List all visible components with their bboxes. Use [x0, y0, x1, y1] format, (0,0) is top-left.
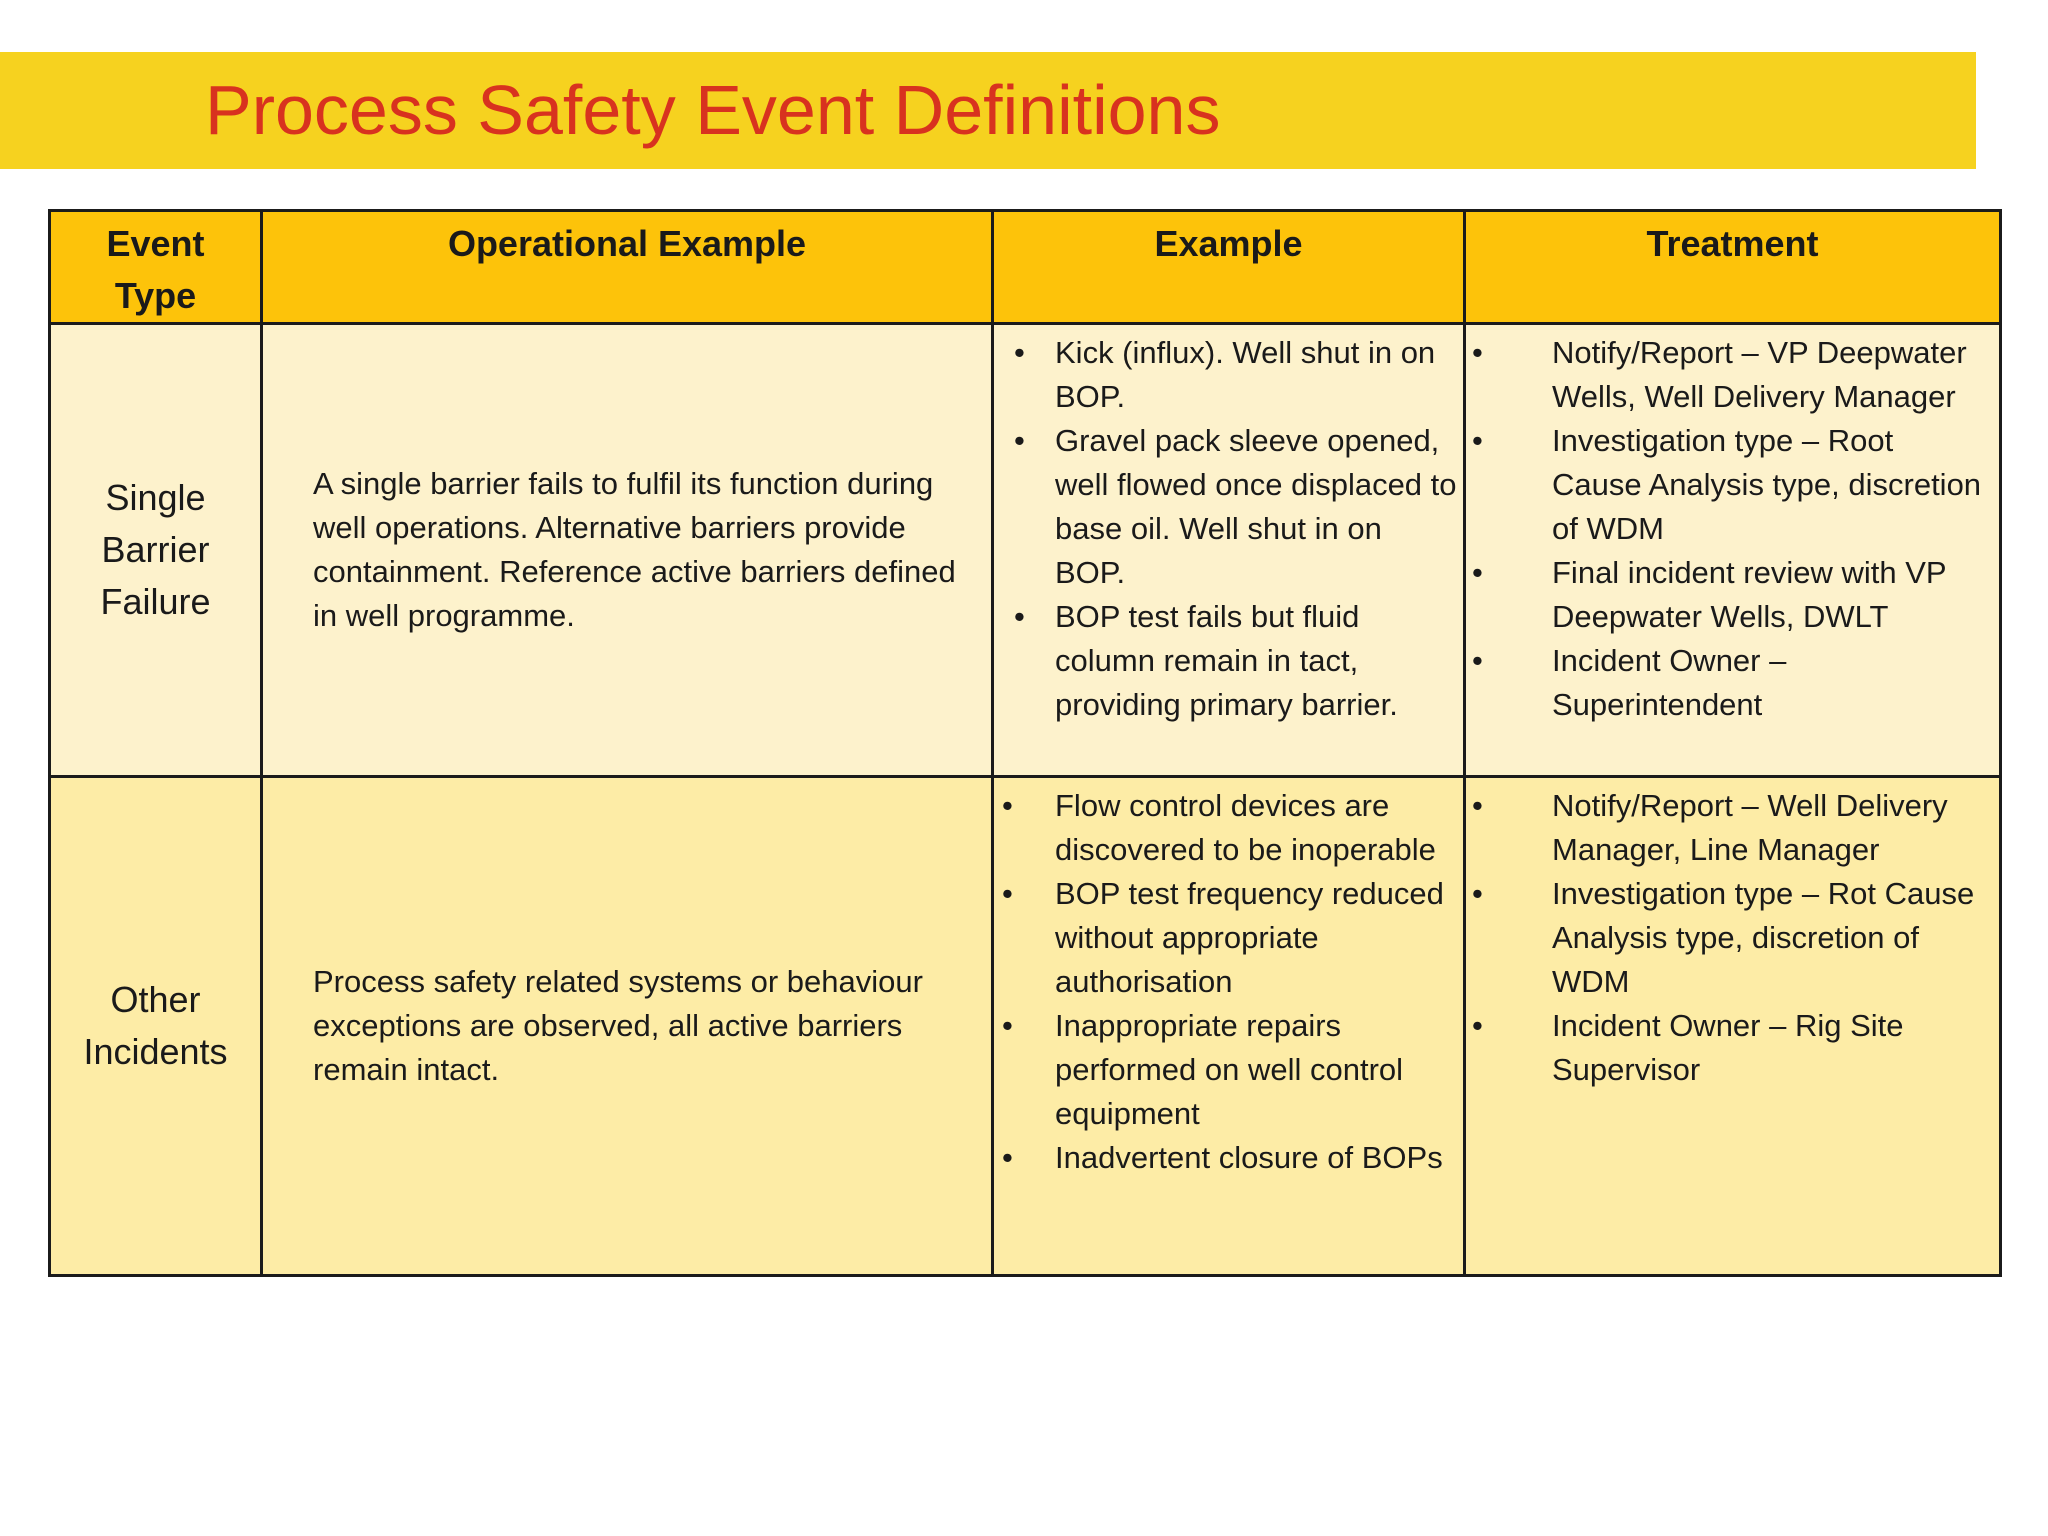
treatment-item	[1466, 872, 1999, 1004]
header-event-type-line: Type	[114, 275, 197, 316]
event-type-cell	[50, 324, 262, 777]
treatment-text: Final incident review with VP Deepwater Wells, DWLT	[1552, 555, 1946, 634]
table-header-row	[50, 211, 2001, 324]
table-row	[50, 324, 2001, 777]
example-item	[994, 1004, 1463, 1136]
bullet: •	[1002, 1008, 1013, 1043]
bullet: •	[1002, 788, 1013, 823]
header-event-type	[50, 211, 262, 324]
table-row	[50, 777, 2001, 1276]
treatment-cell	[1465, 324, 2001, 777]
operational-example-cell: Process safety related systems or behaviour exceptions are observed, all active barriers remain intact.	[262, 777, 993, 1276]
treatment-item	[1466, 551, 1999, 639]
event-type-line: Failure	[100, 581, 211, 622]
example-cell	[993, 324, 1465, 777]
treatment-item	[1466, 419, 1999, 551]
bullet: •	[1472, 423, 1483, 458]
treatment-text: Investigation type – Rot Cause Analysis type, discretion of WDM	[1552, 876, 1975, 999]
treatment-text: Notify/Report – VP Deepwater Wells, Well Delivery Manager	[1552, 335, 1967, 414]
header-operational-example: Operational Example	[262, 211, 993, 324]
event-type-line: Incidents	[83, 1031, 228, 1072]
bullet: •	[1002, 876, 1013, 911]
header-treatment: Treatment	[1465, 211, 2001, 324]
bullet: •	[1472, 876, 1483, 911]
example-item	[994, 872, 1463, 1004]
definitions-table	[48, 209, 2002, 1277]
event-type-cell	[50, 777, 262, 1276]
treatment-item	[1466, 1004, 1999, 1092]
example-item	[994, 419, 1463, 595]
treatment-item	[1466, 331, 1999, 419]
example-item	[994, 595, 1463, 727]
example-item	[994, 784, 1463, 872]
bullet: •	[1472, 643, 1483, 678]
bullet: •	[1014, 599, 1025, 634]
example-text: Flow control devices are discovered to be inoperable	[1055, 788, 1436, 867]
example-text: BOP test frequency reduced without appropriate authorisation	[1055, 876, 1444, 999]
treatment-text: Incident Owner – Superintendent	[1552, 643, 1787, 722]
treatment-text: Notify/Report – Well Delivery Manager, Line Manager	[1552, 788, 1948, 867]
operational-example-cell: A single barrier fails to fulfil its function during well operations. Alternative barriers provide containment. Reference active barriers defined in well programme.	[262, 324, 993, 777]
treatment-cell	[1465, 777, 2001, 1276]
event-type-line: Single	[105, 477, 206, 518]
bullet: •	[1472, 1008, 1483, 1043]
bullet: •	[1472, 788, 1483, 823]
event-type-line: Barrier	[101, 529, 210, 570]
example-text: Gravel pack sleeve opened, well flowed once displaced to base oil. Well shut in on BOP.	[1055, 423, 1457, 590]
example-text: Inadvertent closure of BOPs	[1055, 1140, 1443, 1175]
bullet: •	[1014, 335, 1025, 370]
example-item	[994, 331, 1463, 419]
bullet: •	[1014, 423, 1025, 458]
treatment-text: Incident Owner – Rig Site Supervisor	[1552, 1008, 1904, 1087]
example-item	[994, 1136, 1463, 1180]
bullet: •	[1002, 1140, 1013, 1175]
page-title: Process Safety Event Definitions	[205, 71, 1221, 149]
example-text: BOP test fails but fluid column remain in tact, providing primary barrier.	[1055, 599, 1398, 722]
event-type-line: Other	[110, 979, 201, 1020]
bullet: •	[1472, 555, 1483, 590]
header-example: Example	[993, 211, 1465, 324]
bullet: •	[1472, 335, 1483, 370]
example-text: Kick (influx). Well shut in on BOP.	[1055, 335, 1436, 414]
example-text: Inappropriate repairs performed on well control equipment	[1055, 1008, 1404, 1131]
treatment-item	[1466, 784, 1999, 872]
treatment-item	[1466, 639, 1999, 727]
treatment-text: Investigation type – Root Cause Analysis type, discretion of WDM	[1552, 423, 1982, 546]
header-event-type-line: Event	[106, 223, 205, 264]
example-cell	[993, 777, 1465, 1276]
